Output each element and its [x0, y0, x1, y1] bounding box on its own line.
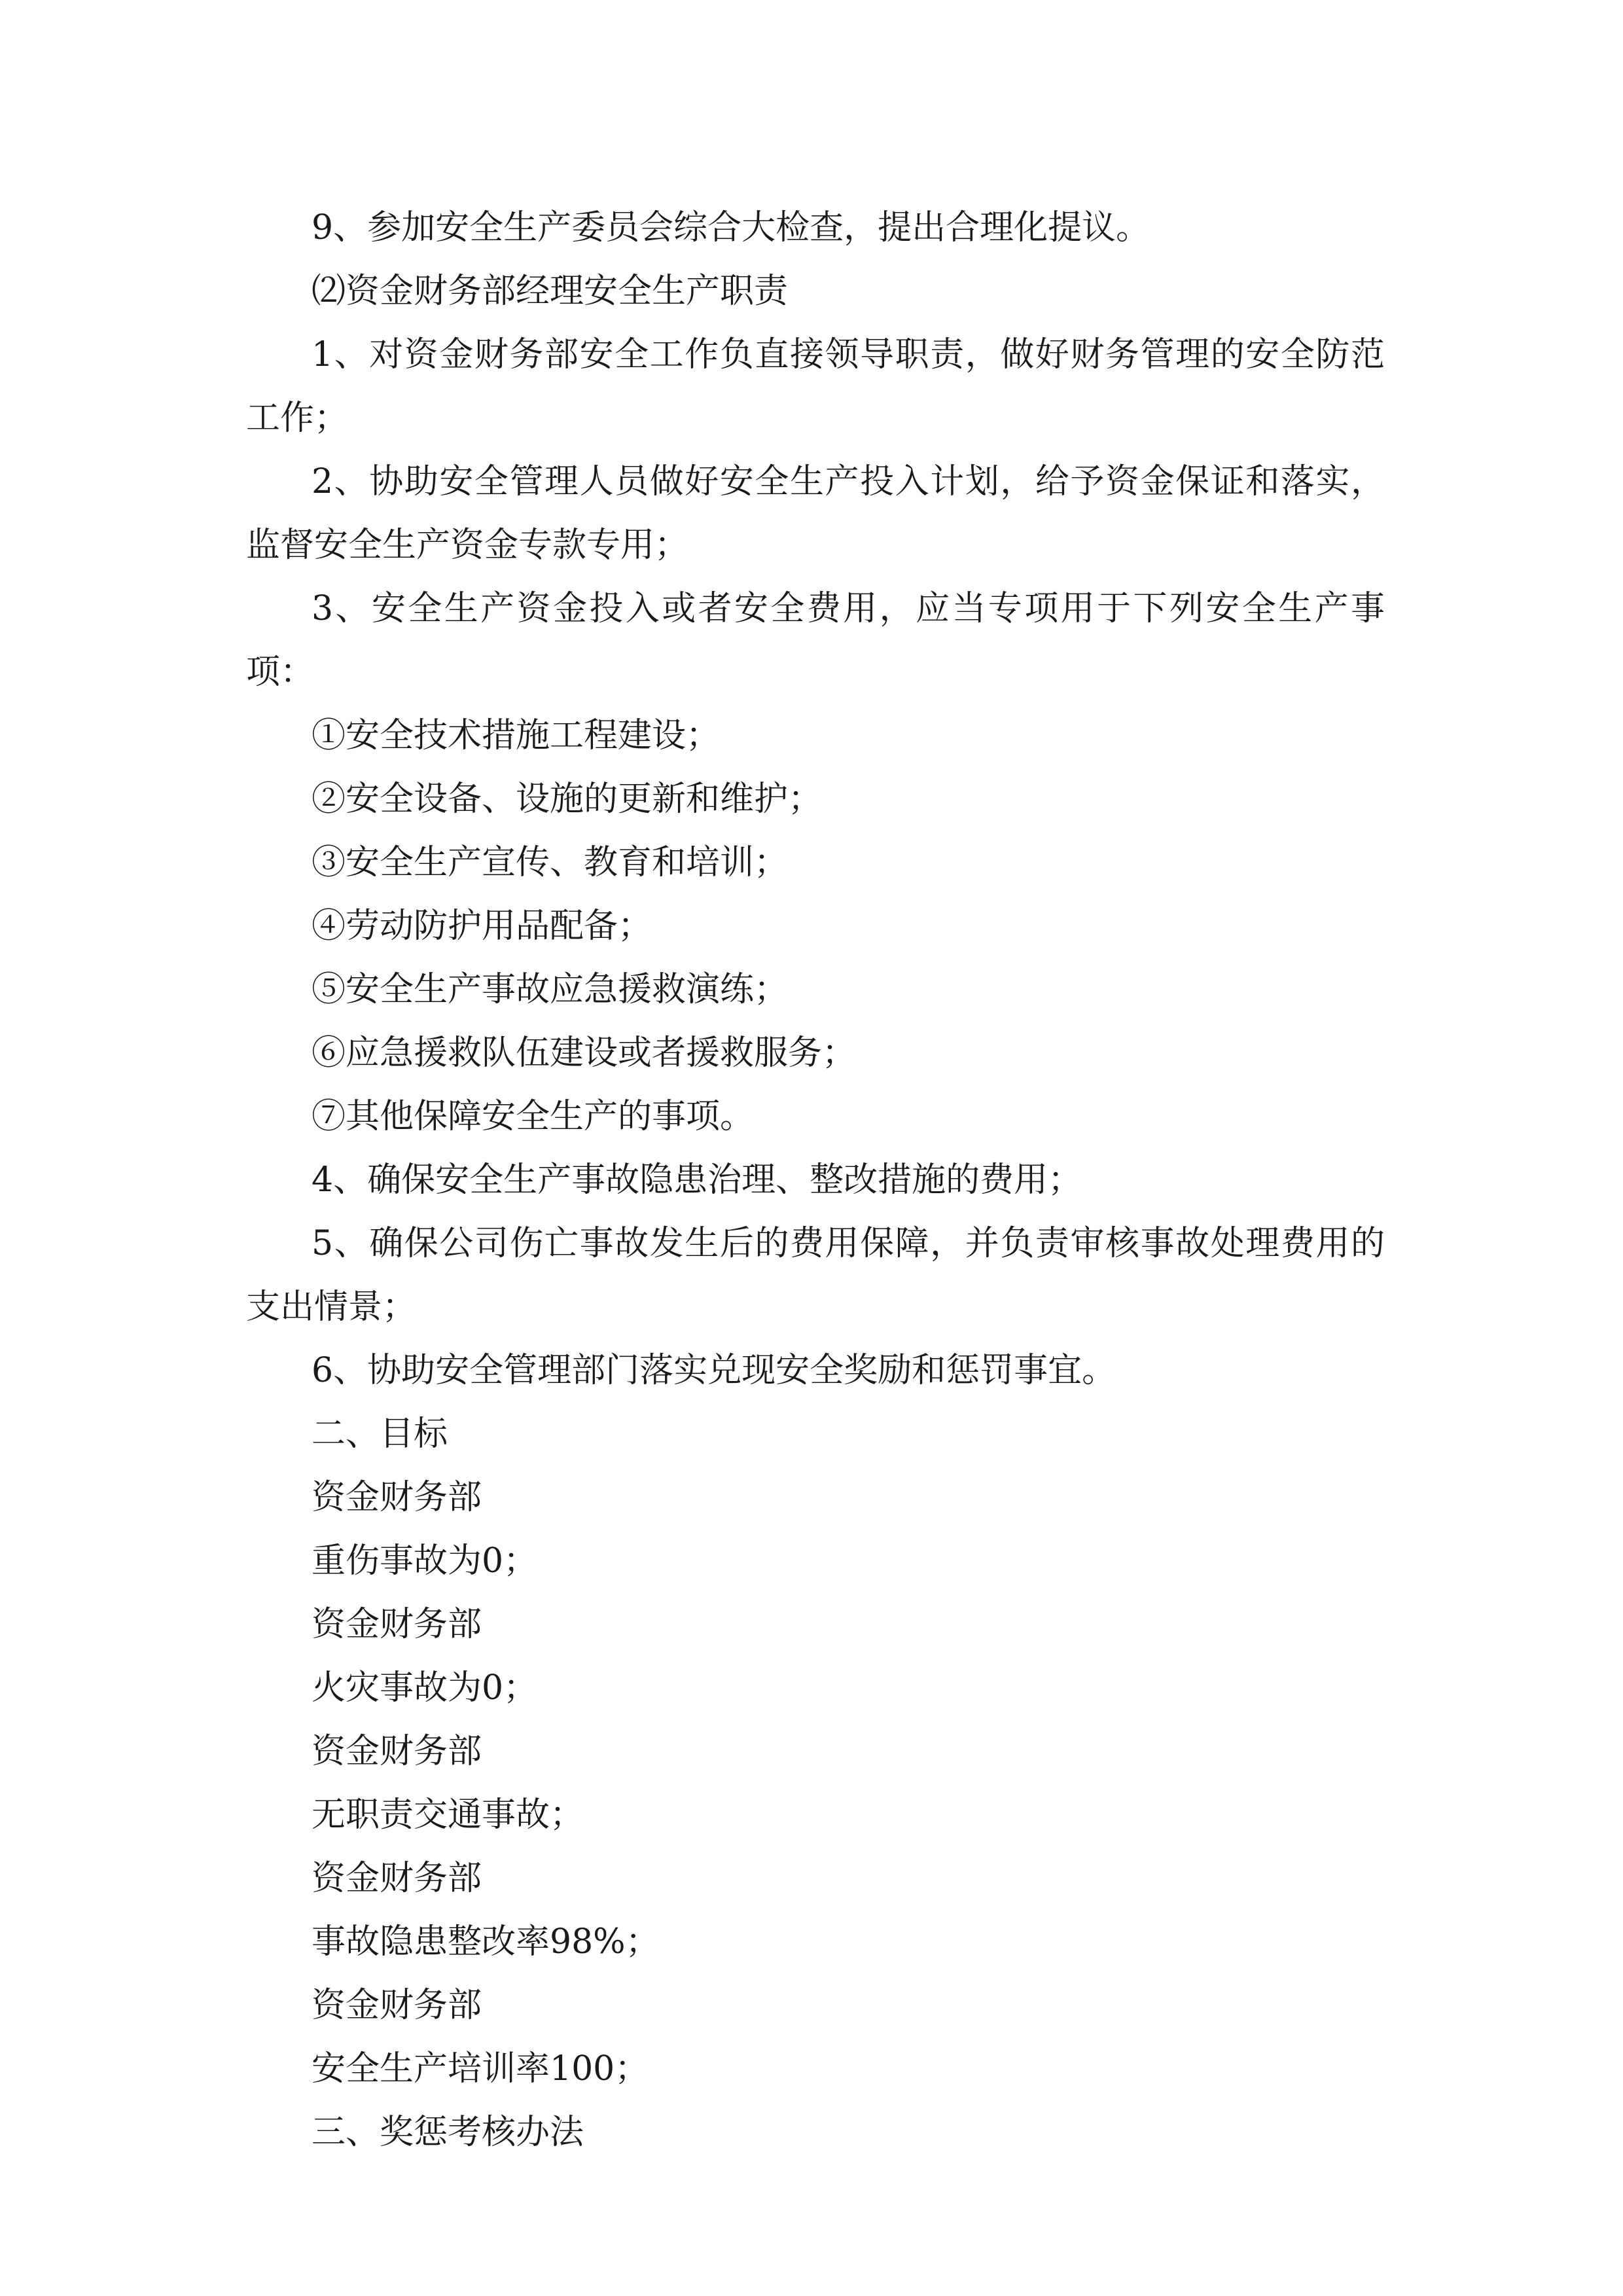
paragraph: 资金财务部 — [312, 1478, 482, 1517]
paragraph: ①安全技术措施工程建设； — [312, 716, 721, 755]
section-heading: 三、奖惩考核办法 — [312, 2113, 584, 2152]
document-body — [246, 196, 1385, 2164]
section-heading: 二、目标 — [312, 1414, 448, 1454]
paragraph: 9、参加安全生产委员会综合大检查，提出合理化提议。 — [312, 208, 1150, 247]
paragraph: 6、协助安全管理部门落实兑现安全奖励和惩罚事宜。 — [312, 1351, 1116, 1390]
paragraph: 事故隐患整改率98%； — [312, 1922, 660, 1962]
paragraph: 火灾事故为0； — [312, 1668, 538, 1708]
paragraph: 重伤事故为0； — [312, 1541, 538, 1581]
paragraph: 5、确保公司伤亡事故发生后的费用保障，并负责审核事故处理费用的支出情景； — [246, 1224, 1385, 1327]
paragraph: 1、对资金财务部安全工作负直接领导职责，做好财务管理的安全防范工作； — [246, 335, 1385, 438]
paragraph: 资金财务部 — [312, 1732, 482, 1771]
paragraph: 资金财务部 — [312, 1605, 482, 1644]
paragraph: 无职责交通事故； — [312, 1795, 584, 1835]
paragraph: 安全生产培训率100； — [312, 2049, 649, 2089]
paragraph: ②安全设备、设施的更新和维护； — [312, 780, 823, 819]
paragraph: 2、协助安全管理人员做好安全生产投入计划，给予资金保证和落实，监督安全生产资金专款专用； — [246, 462, 1385, 565]
paragraph: 资金财务部 — [312, 1986, 482, 2025]
paragraph: 3、安全生产资金投入或者安全费用，应当专项用于下列安全生产事项： — [246, 589, 1385, 692]
paragraph: ⑦其他保障安全生产的事项。 — [312, 1097, 755, 1136]
paragraph: ⑵资金财务部经理安全生产职责 — [312, 272, 789, 311]
paragraph: 4、确保安全生产事故隐患治理、整改措施的费用； — [312, 1160, 1082, 1200]
paragraph: 资金财务部 — [312, 1859, 482, 1898]
paragraph: ③安全生产宣传、教育和培训； — [312, 843, 789, 882]
paragraph: ⑤安全生产事故应急援救演练； — [312, 970, 789, 1009]
paragraph: ④劳动防护用品配备； — [312, 906, 652, 946]
paragraph: ⑥应急援救队伍建设或者援救服务； — [312, 1033, 857, 1073]
